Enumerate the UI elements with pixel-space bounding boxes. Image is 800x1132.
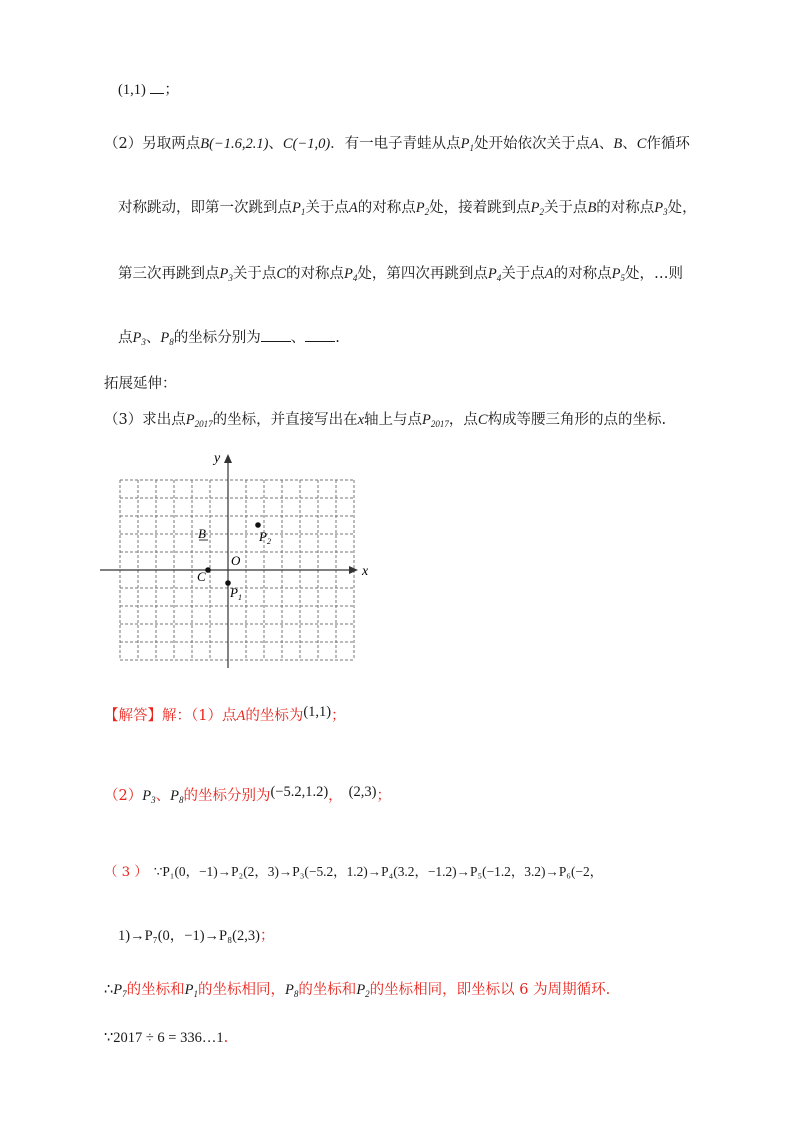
text: 处， <box>667 200 697 216</box>
text: ； <box>259 928 275 944</box>
point-c-letter: C <box>636 136 647 152</box>
question-3 <box>104 410 666 434</box>
p4: $P_4$ <box>487 266 502 283</box>
text: 处，第四次再跳到点 <box>357 266 488 282</box>
text: 处，接着跳到点 <box>429 200 531 216</box>
p5: $P_5$ <box>611 266 625 283</box>
text: 的对称点 <box>596 200 655 216</box>
text: 、 <box>145 330 161 346</box>
coord-text: (1,1) <box>118 82 146 98</box>
blank <box>261 329 291 342</box>
coord: (−5.2,1.2) <box>270 784 329 800</box>
point-a: A <box>590 136 599 152</box>
text: ，点 <box>448 412 478 428</box>
point-b: B(−1.6,2.1) <box>200 136 269 152</box>
question-2-line-3 <box>118 264 683 288</box>
text: 、 <box>622 136 637 152</box>
point-b-label: B <box>198 526 206 541</box>
point-c: C(−1,0) <box>282 136 331 152</box>
text: 、 <box>268 136 283 152</box>
text: . <box>335 330 340 346</box>
text: （3）求出点 <box>104 412 186 428</box>
p2: $P_2$ <box>356 982 370 999</box>
text: 轴上与点 <box>364 412 423 428</box>
text: 构成等腰三角形的点的坐标. <box>487 412 667 428</box>
p1: $P_1$ <box>292 200 306 217</box>
text: 处开始依次关于点 <box>474 136 591 152</box>
p3: $P_3$ <box>142 788 156 805</box>
p2017: $P_{2017}$ <box>422 412 449 429</box>
coordinate-grid-figure <box>100 448 372 670</box>
text: ∴ <box>104 982 114 998</box>
text: 的坐标，并直接写出在 <box>212 412 358 428</box>
point-a: A <box>236 708 246 724</box>
sequence: ∵P₁(0，−1)→P₂(2，3)→P₃(−5.2，1.2)→P₄(3.2，−1.2)→P₅(−1.2，3.2)→P₆(−2， <box>153 864 604 879</box>
answer-3-line-2 <box>118 926 274 946</box>
text: 、 <box>290 330 306 346</box>
text: ； <box>376 788 391 804</box>
coord: (1,1) <box>303 704 332 720</box>
blank <box>150 81 164 94</box>
sequence: 1)→P₇(0，−1)→P₈(2,3) <box>118 928 260 944</box>
y-axis-arrow <box>224 454 232 463</box>
text: 的对称点 <box>286 266 345 282</box>
text: 的坐标分别为 <box>183 788 271 804</box>
answer-3-line-1 <box>104 862 603 883</box>
text: . <box>223 1030 229 1046</box>
x-var: x <box>357 412 365 428</box>
p1: $P_1$ <box>460 136 475 153</box>
text: 的对称点 <box>357 200 416 216</box>
p2017: $P_{2017}$ <box>185 412 213 429</box>
text: ， <box>328 788 343 804</box>
point-p2 <box>255 522 261 528</box>
p1-label: $P_1$ <box>230 585 242 602</box>
point-b-letter: B <box>613 136 623 152</box>
p2: $P_2$ <box>415 200 430 217</box>
point-c <box>205 567 211 573</box>
text: 的坐标分别为 <box>173 330 261 346</box>
point-b-letter: B <box>587 200 597 216</box>
conclusion <box>104 980 610 1004</box>
coord: (2,3) <box>348 784 377 800</box>
answer-1 <box>104 702 346 726</box>
answer-line-1 <box>118 80 179 100</box>
text: 【解答】解：（1）点 <box>104 708 237 724</box>
origin-label: O <box>231 553 241 568</box>
text: 作循环 <box>646 136 690 152</box>
text: 的坐标相同，即坐标以 6 为周期循环. <box>369 982 611 998</box>
text: 关于点 <box>543 200 588 216</box>
extension-heading <box>104 374 177 394</box>
p4: $P_4$ <box>344 266 358 283</box>
p3: $P_3$ <box>219 266 233 283</box>
text: 关于点 <box>501 266 545 282</box>
point-a: A <box>348 200 358 216</box>
text: 的坐标和 <box>126 982 185 998</box>
x-axis-label: x <box>362 564 369 579</box>
text: 的坐标相同， <box>197 982 285 998</box>
text: ； <box>331 708 346 724</box>
blank <box>305 329 335 342</box>
text: 对称跳动，即第一次跳到点 <box>118 200 292 216</box>
question-2-line-4 <box>118 328 340 352</box>
point-c-letter: C <box>477 412 488 428</box>
text: ．有一电子青蛙从点 <box>330 136 461 152</box>
point-c-label: C <box>197 569 206 584</box>
text: 的坐标和 <box>298 982 357 998</box>
text: 的对称点 <box>553 266 612 282</box>
y-axis-label: y <box>214 451 221 466</box>
p2: $P_2$ <box>530 200 544 217</box>
p2-label: $P_2$ <box>259 529 271 546</box>
text: 拓展延伸： <box>104 376 177 392</box>
question-2-line-1 <box>104 134 690 158</box>
p1: $P_1$ <box>184 982 198 999</box>
p3: $P_3$ <box>132 330 146 347</box>
p8: $P_8$ <box>284 982 299 999</box>
text: （2）另取两点 <box>104 136 201 152</box>
text: 关于点 <box>232 266 277 282</box>
text: 、 <box>598 136 614 152</box>
text: 点 <box>118 330 133 346</box>
division: ∵2017 ÷ 6 = 336…1 <box>104 1030 224 1046</box>
p7: $P_7$ <box>113 982 127 999</box>
p8: $P_8$ <box>170 788 184 805</box>
final-line <box>104 1028 228 1048</box>
question-2-line-2 <box>118 198 697 222</box>
point-a: A <box>544 266 554 282</box>
answer-2 <box>104 782 391 810</box>
point-c-letter: C <box>276 266 287 282</box>
p3: $P_3$ <box>654 200 668 217</box>
text: （ 3 ） <box>104 865 148 880</box>
text: 处，…则 <box>624 266 683 282</box>
p8: $P_8$ <box>160 330 174 347</box>
punct: ； <box>164 82 179 98</box>
text: 的坐标为 <box>245 708 304 724</box>
text: （2） <box>104 788 143 804</box>
text: 第三次再跳到点 <box>118 266 220 282</box>
text: 关于点 <box>305 200 349 216</box>
text: 、 <box>155 788 171 804</box>
